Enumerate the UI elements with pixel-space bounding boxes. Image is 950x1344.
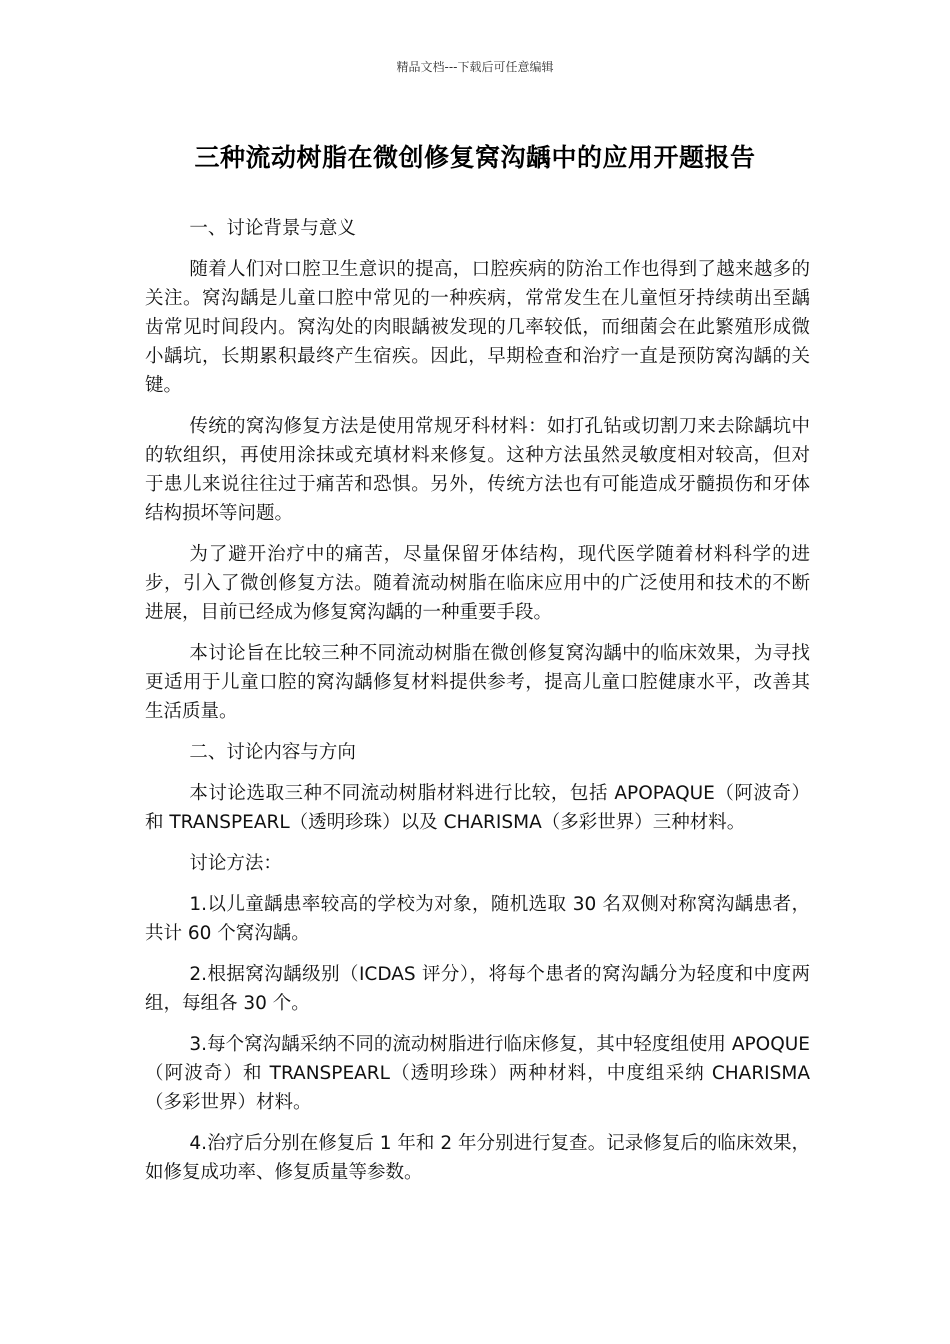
paragraph: 随着人们对口腔卫生意识的提高，口腔疾病的防治工作也得到了越来越多的关注。窝沟龋是儿童口腔中常见的一种疾病，常常发生在儿童恒牙持续萌出至龋齿常见时间段内。窝沟处的肉眼龋被发现的几率较低，而细菌会在此繁殖形成微小龋坑，长期累积最终产生宿疾。因此，早期检查和治疗一直是预防窝沟龋的关键。 bbox=[145, 259, 810, 396]
method-item: 1.以儿童龋患率较高的学校为对象，随机选取 30 名双侧对称窝沟龋患者，共计 60 个窝沟龋。 bbox=[145, 894, 810, 944]
method-item: 2.根据窝沟龋级别（ICDAS 评分），将每个患者的窝沟龋分为轻度和中度两组，每组各 30 个。 bbox=[145, 964, 810, 1014]
document-title: 三种流动树脂在微创修复窝沟龋中的应用开题报告 bbox=[194, 143, 756, 172]
methods-label: 讨论方法： bbox=[189, 853, 282, 874]
header-note: 精品文档---下载后可任意编辑 bbox=[396, 60, 554, 74]
section-heading-background: 一、讨论背景与意义 bbox=[189, 218, 356, 239]
paragraph: 传统的窝沟修复方法是使用常规牙科材料：如打孔钻或切割刀来去除龋坑中的软组织，再使用涂抹或充填材料来修复。这种方法虽然灵敏度相对较高，但对于患儿来说往往过于痛苦和恐惧。另外，传统方法也有可能造成牙髓损伤和牙体结构损坏等问题。 bbox=[145, 416, 810, 524]
document-body bbox=[145, 214, 810, 1199]
paragraph: 本讨论旨在比较三种不同流动树脂在微创修复窝沟龋中的临床效果，为寻找更适用于儿童口腔的窝沟龋修复材料提供参考，提高儿童口腔健康水平，改善其生活质量。 bbox=[145, 643, 810, 722]
paragraph: 为了避开治疗中的痛苦，尽量保留牙体结构，现代医学随着材料科学的进步，引入了微创修复方法。随着流动树脂在临床应用中的广泛使用和技术的不断进展，目前已经成为修复窝沟龋的一种重要手段。 bbox=[145, 544, 810, 623]
method-item: 4.治疗后分别在修复后 1 年和 2 年分别进行复查。记录修复后的临床效果，如修复成功率、修复质量等参数。 bbox=[145, 1133, 810, 1183]
method-item: 3.每个窝沟龋采纳不同的流动树脂进行临床修复，其中轻度组使用 APOQUE（阿波奇）和 TRANSPEARL（透明珍珠）两种材料，中度组采纳 CHARISMA（多彩世界）材料。 bbox=[145, 1034, 810, 1113]
paragraph: 本讨论选取三种不同流动树脂材料进行比较，包括 APOPAQUE（阿波奇）和 TRANSPEARL（透明珍珠）以及 CHARISMA（多彩世界）三种材料。 bbox=[145, 783, 810, 833]
section-heading-content: 二、讨论内容与方向 bbox=[189, 742, 356, 763]
